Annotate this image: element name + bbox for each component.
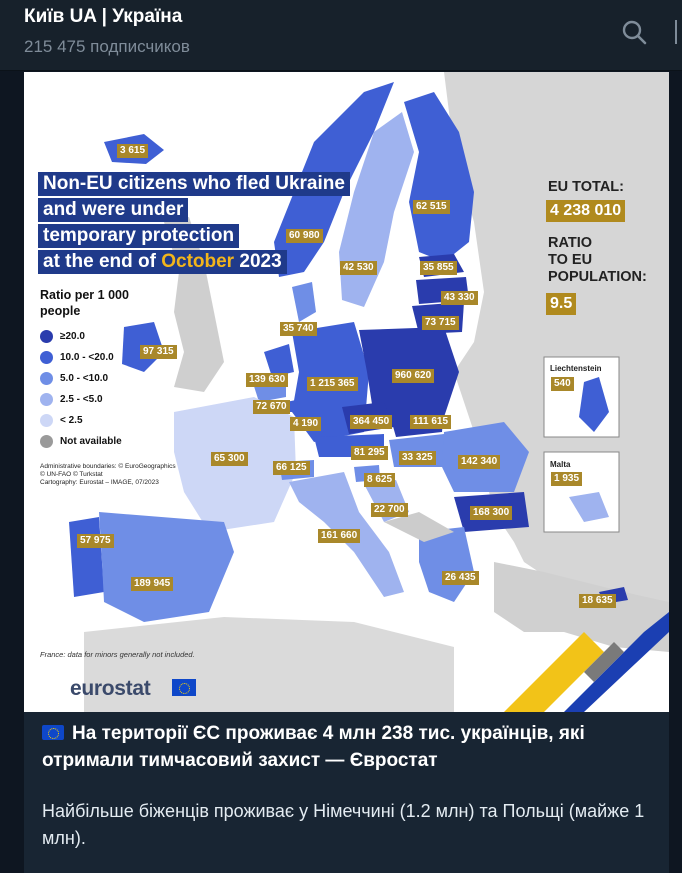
- legend-swatch: [40, 435, 53, 448]
- legend-label: 10.0 - <20.0: [60, 351, 114, 363]
- map-credits: [40, 463, 176, 487]
- more-menu-icon[interactable]: [673, 20, 679, 44]
- title-line-2: and were under: [38, 198, 188, 222]
- value-portugal: 57 975: [77, 534, 114, 548]
- value-estonia: 35 855: [420, 261, 457, 275]
- value-denmark: 35 740: [280, 322, 317, 336]
- eurostat-logo: eurostat: [70, 677, 151, 700]
- value-france: 65 300: [211, 452, 248, 466]
- eu-flag-icon: [172, 679, 196, 696]
- ratio-label-line: RATIO: [548, 235, 593, 251]
- liechtenstein-label: Liechtenstein: [550, 364, 602, 373]
- ratio-label: [548, 235, 647, 286]
- legend-label: < 2.5: [60, 414, 83, 426]
- legend-swatch: [40, 414, 53, 427]
- credit-line: Administrative boundaries: © EuroGeographics: [40, 463, 176, 470]
- legend-swatch: [40, 330, 53, 343]
- channel-title[interactable]: Київ UA | Україна: [24, 6, 183, 27]
- value-romania: 142 340: [458, 455, 500, 469]
- value-czechia: 364 450: [350, 415, 392, 429]
- legend-item: [40, 370, 108, 386]
- malta-value: 1 935: [551, 472, 582, 486]
- legend-item: [40, 349, 114, 365]
- search-icon: [620, 18, 650, 48]
- eu-total-value: 4 238 010: [546, 200, 625, 222]
- search-button[interactable]: [620, 18, 650, 48]
- value-ireland: 97 315: [140, 345, 177, 359]
- title-line-4: [38, 250, 287, 274]
- value-finland: 62 515: [413, 200, 450, 214]
- ratio-label-line: POPULATION:: [548, 269, 647, 285]
- legend-item: [40, 412, 83, 428]
- title-line-3: temporary protection: [38, 224, 239, 248]
- malta-label: Malta: [550, 460, 571, 469]
- caption-title-text: На території ЄС проживає 4 млн 238 тис. українців, які отримали тимчасовий захист — Євростат: [42, 723, 585, 771]
- message-bubble: [24, 72, 669, 873]
- value-germany: 1 215 365: [307, 377, 358, 391]
- subscriber-count: 215 475 подписчиков: [24, 37, 190, 56]
- eu-total-label: EU TOTAL:: [548, 179, 624, 195]
- chat-header: [0, 0, 682, 71]
- value-switzerland: 66 125: [273, 461, 310, 475]
- infographic-photo[interactable]: [24, 72, 669, 712]
- eu-flag-icon: [42, 725, 64, 740]
- legend-title: Ratio per 1 000 people: [40, 288, 129, 318]
- ratio-value: 9.5: [546, 293, 576, 315]
- caption-body: Найбільше біженців проживає у Німеччині (1.2 млн) та Польщі (майже 1 млн).: [42, 801, 645, 848]
- value-luxembourg: 4 190: [290, 417, 321, 431]
- ratio-label-line: TO EU: [548, 252, 593, 268]
- title-year: 2023: [234, 251, 282, 272]
- value-lithuania: 73 715: [422, 316, 459, 330]
- value-italy: 161 660: [318, 529, 360, 543]
- legend-item: [40, 328, 85, 344]
- legend-item: [40, 433, 122, 449]
- value-poland: 960 620: [392, 369, 434, 383]
- title-line-4-text: at the end of: [43, 251, 162, 272]
- value-slovenia: 8 625: [364, 473, 395, 487]
- legend-label: 5.0 - <10.0: [60, 372, 109, 384]
- europe-map: [24, 72, 669, 712]
- legend-label: 2.5 - <5.0: [60, 393, 103, 405]
- value-cyprus: 18 635: [579, 594, 616, 608]
- legend-swatch: [40, 351, 53, 364]
- portugal: [69, 517, 104, 597]
- liechtenstein-value: 540: [551, 377, 574, 391]
- value-spain: 189 945: [131, 577, 173, 591]
- value-bulgaria: 168 300: [470, 506, 512, 520]
- legend-item: [40, 391, 103, 407]
- title-highlight: October: [161, 251, 235, 272]
- value-netherlands: 139 630: [246, 373, 288, 387]
- legend-label: Not available: [60, 435, 122, 447]
- legend-swatch: [40, 372, 53, 385]
- legend-label: ≥20.0: [60, 330, 85, 342]
- title-line-1: Non-EU citizens who fled Ukraine: [38, 172, 350, 196]
- france-note: France: data for minors generally not included.: [40, 650, 195, 659]
- value-hungary: 33 325: [399, 451, 436, 465]
- value-greece: 26 435: [442, 571, 479, 585]
- value-iceland: 3 615: [117, 144, 148, 158]
- value-norway: 60 980: [286, 229, 323, 243]
- caption-title: [42, 720, 656, 774]
- value-sweden: 42 530: [340, 261, 377, 275]
- value-belgium: 72 670: [253, 400, 290, 414]
- value-latvia: 43 330: [441, 291, 478, 305]
- value-slovakia: 111 615: [410, 415, 451, 429]
- legend-swatch: [40, 393, 53, 406]
- credit-line: © UN-FAO © Turkstat: [40, 471, 103, 478]
- value-croatia: 22 700: [371, 503, 408, 517]
- credit-line: Cartography: Eurostat – IMAGE, 07/2023: [40, 479, 159, 486]
- value-austria: 81 295: [351, 446, 388, 460]
